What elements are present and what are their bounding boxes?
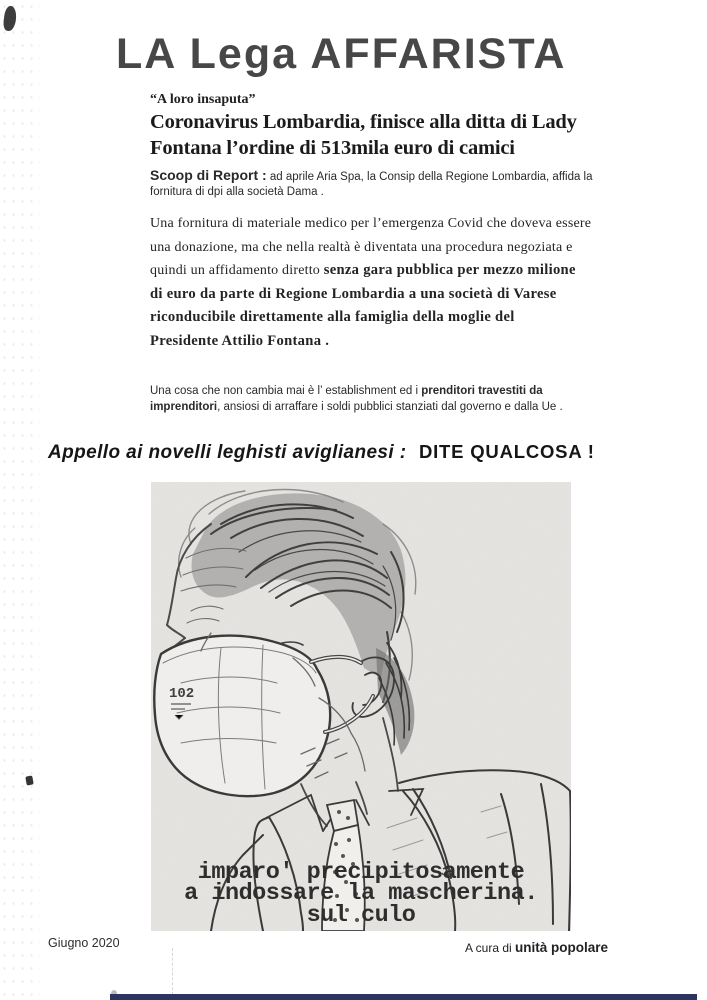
text-line: imparo' precipitosamente — [197, 858, 525, 886]
scan-artifact-top-left — [3, 5, 18, 31]
scan-artifact-bottom-bar — [110, 994, 697, 1000]
credit-org-name: unità popolare — [515, 940, 609, 955]
page-title: LA Lega AFFARISTA — [116, 30, 567, 78]
text-line: riconducibile direttamente alla famiglia della moglie del — [150, 309, 515, 325]
scan-artifact-dashed-line — [172, 948, 173, 1000]
date-footer: Giugno 2020 — [48, 936, 120, 950]
lead-paragraph — [150, 212, 630, 353]
appeal-italic-text: Appello ai novelli leghisti aviglianesi : — [48, 442, 407, 463]
headline: Coronavirus Lombardia, finisce alla ditta di Lady Fontana l’ordine di 513mila euro di camici — [150, 111, 577, 159]
text-line: fornitura di dpi alla società Dama . — [150, 186, 324, 198]
subhead — [150, 168, 630, 200]
text-line: quindi un affidamento diretto senza gara pubblica per mezzo milione — [150, 262, 576, 278]
kicker-quote: “A loro insaputa” — [150, 92, 256, 107]
text-line: una donazione, ma che nella realtà è diventata una procedura negoziata e — [150, 239, 573, 255]
second-paragraph — [150, 383, 630, 415]
text-line: sul culo — [306, 901, 416, 929]
text-line: Una fornitura di materiale medico per l’emergenza Covid che doveva essere — [150, 216, 592, 231]
appeal-line — [48, 441, 595, 464]
text-line: a indossare la mascherina. — [184, 880, 538, 907]
text-line: di euro da parte di Regione Lombardia a una società di Varese — [150, 285, 557, 302]
credit-prefix: A cura di — [465, 941, 516, 955]
appeal-shout-text: DITE QUALCOSA ! — [418, 441, 595, 462]
cartoon-image — [151, 482, 571, 931]
face-mask — [154, 636, 330, 797]
scan-artifact-left-middle — [25, 775, 33, 785]
text-line: Una cosa che non cambia mai è l’ establishment ed i prenditori travestiti da — [150, 385, 543, 397]
text-line: imprenditori, ansiosi di arraffare i soldi pubblici stanziati dal governo e dalla Ue . — [150, 401, 563, 413]
scan-noise-left-edge — [0, 0, 40, 1000]
mask-printed-label: 102 — [169, 686, 195, 702]
text-line: Presidente Attilio Fontana . — [150, 332, 330, 349]
cartoon-caption — [151, 858, 571, 929]
text-line: Scoop di Report : ad aprile Aria Spa, la Consip della Regione Lombardia, affida la — [150, 167, 593, 183]
credit-footer — [465, 940, 608, 955]
